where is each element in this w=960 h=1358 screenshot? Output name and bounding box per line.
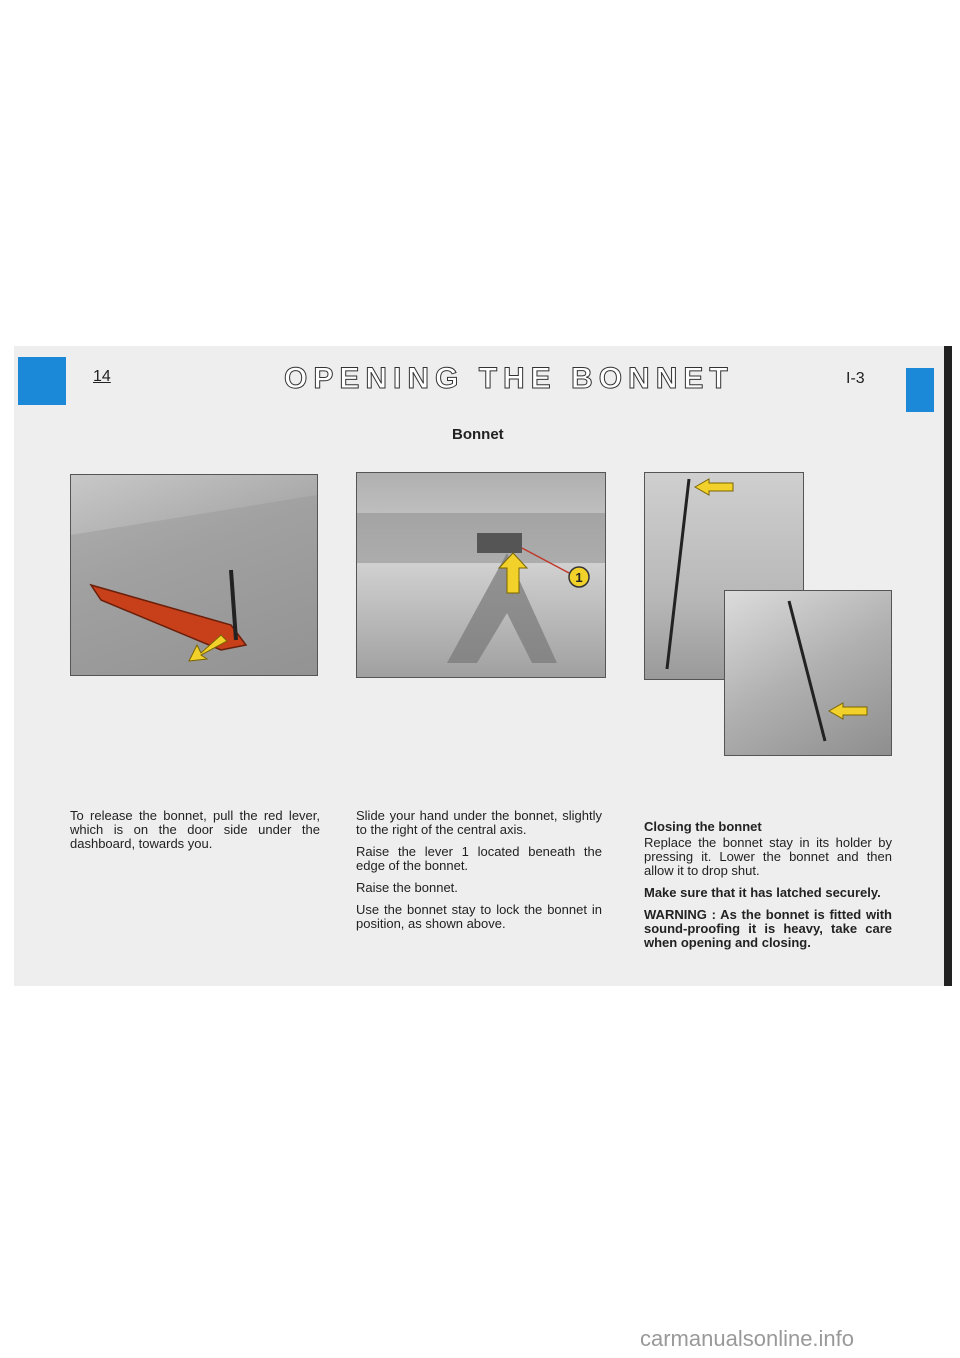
step-use-stay: Use the bonnet stay to lock the bonnet in position, as shown above. [356, 902, 602, 931]
step-slide-hand: Slide your hand under the bonnet, slightly to the right of the central axis. [356, 808, 602, 837]
blue-tab-right [906, 368, 934, 412]
page-number: 14 [93, 368, 111, 385]
bonnet-stay-rod [667, 479, 689, 669]
section-code: I-3 [846, 370, 865, 387]
stay-holder-rod [789, 601, 825, 741]
closing-text: Replace the bonnet stay in its holder by pressing it. Lower the bonnet and then allow it to drop shut. [644, 835, 892, 878]
text-column-release [70, 809, 320, 859]
holder-illustration [725, 591, 891, 755]
callout-number: 1 [575, 570, 583, 585]
photo-release-lever [70, 474, 318, 676]
blue-tab-left [18, 357, 66, 405]
photo-stay-holder [724, 590, 892, 756]
latch-note: Make sure that it has latched securely. [644, 885, 881, 900]
section-subtitle: Bonnet [452, 426, 504, 443]
page-title: OPENING THE BONNET [284, 362, 734, 395]
latch-illustration [357, 473, 605, 677]
step-raise-lever: Raise the lever 1 located beneath the edge of the bonnet. [356, 844, 602, 873]
lever-illustration [71, 475, 317, 675]
text-column-closing [644, 820, 892, 958]
release-instructions: To release the bonnet, pull the red lever, which is on the door side under the dashboard, towards you. [70, 808, 320, 851]
step-raise-bonnet: Raise the bonnet. [356, 880, 458, 895]
arrow-left-icon-2 [829, 703, 867, 719]
arrow-left-icon [695, 479, 733, 495]
warning-note: WARNING : As the bonnet is fitted with sound-proofing it is heavy, take care when opening and closing. [644, 907, 892, 950]
latch-lever [477, 533, 522, 553]
chevron-logo-shape [447, 553, 557, 663]
watermark: carmanualsonline.info [640, 1326, 855, 1351]
closing-heading: Closing the bonnet [644, 819, 762, 834]
text-column-raise [356, 809, 602, 939]
photo-bonnet-latch [356, 472, 606, 678]
